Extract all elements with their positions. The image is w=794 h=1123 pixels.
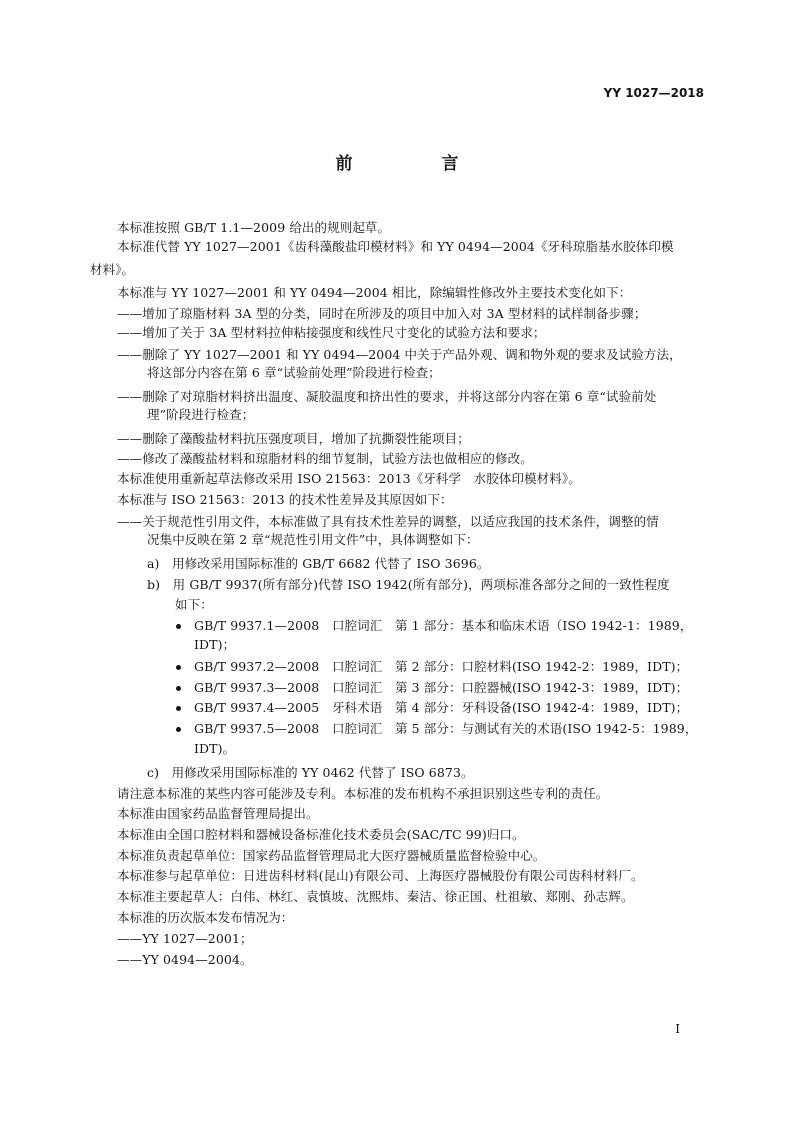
text-line: 本标准由国家药品监督管理局提出。 [117,806,319,821]
text-line: IDT)。 [194,741,236,756]
text-line: 本标准使用重新起草法修改采用 ISO 21563：2013《牙科学 水胶体印模材料》。 [117,471,581,486]
text-line: ——YY 1027—2001； [117,931,253,946]
bullet-icon [176,706,181,711]
text-line: GB/T 9937.1—2008 口腔词汇 第 1 部分：基本和临床术语（ISO 1942-1：1989， [194,618,693,633]
text-line: c) 用修改采用国际标准的 YY 0462 代替了 ISO 6873。 [147,765,474,780]
text-line: 本标准参与起草单位：日进齿科材料(昆山)有限公司、上海医疗器械股份有限公司齿科材料厂。 [117,868,644,883]
text-line: ——关于规范性引用文件，本标准做了具有技术性差异的调整，以适应我国的技术条件，调整的情 [117,514,659,529]
text-line: ——删除了 YY 1027—2001 和 YY 0494—2004 中关于产品外观、调和物外观的要求及试验方法， [117,347,682,362]
page-title: 前 言 [335,154,495,174]
text-line: 材料》。 [90,262,135,277]
page-number: I [675,1022,680,1036]
bullet-icon [176,624,181,629]
text-line: 请注意本标准的某些内容可能涉及专利。本标准的发布机构不承担识别这些专利的责任。 [117,786,609,801]
text-line: 本标准的历次版本发布情况为： [117,910,294,925]
text-line: 本标准按照 GB/T 1.1—2009 给出的规则起草。 [117,220,391,235]
text-line: 本标准主要起草人：白伟、林红、袁慎坡、沈熙炜、秦洁、徐正国、杜祖敏、郑刚、孙志辉。 [117,889,634,904]
text-line: GB/T 9937.3—2008 口腔词汇 第 3 部分：口腔器械(ISO 1942-3：1989，IDT)； [194,680,689,695]
text-line: a) 用修改采用国际标准的 GB/T 6682 代替了 ISO 3696。 [147,556,490,571]
text-line: 本标准由全国口腔材料和器械设备标准化技术委员会(SAC/TC 99)归口。 [117,827,525,842]
text-line: GB/T 9937.2—2008 口腔词汇 第 2 部分：口腔材料(ISO 1942-2：1989，IDT)； [194,659,689,674]
text-line: ——YY 0494—2004。 [117,952,253,967]
bullet-icon [176,686,181,691]
text-line: ——删除了藻酸盐材料抗压强度项目，增加了抗撕裂性能项目； [117,431,470,446]
text-line: ——增加了琼脂材料 3A 型的分类，同时在所涉及的项目中加入对 3A 型材料的试样制备步骤； [117,306,647,321]
text-line: 本标准代替 YY 1027—2001《齿科藻酸盐印模材料》和 YY 0494—2004《牙科琼脂基水胶体印模 [117,239,674,254]
document-id-header: YY 1027—2018 [603,86,704,100]
text-line: ——增加了关于 3A 型材料拉伸粘接强度和线性尺寸变化的试验方法和要求； [117,325,546,340]
text-line: 本标准与 YY 1027—2001 和 YY 0494—2004 相比，除编辑性修改外主要技术变化如下： [117,285,632,300]
text-line: b) 用 GB/T 9937(所有部分)代替 ISO 1942(所有部分)，两项标准各部分之间的一致性程度 [147,577,670,592]
text-line: IDT)； [194,637,236,652]
text-line: 如下： [175,597,213,612]
text-line: 况集中反映在第 2 章“规范性引用文件”中，具体调整如下： [147,532,479,547]
text-line: 本标准负责起草单位：国家药品监督管理局北大医疗器械质量监督检验中心。 [117,848,546,863]
text-line: GB/T 9937.4—2005 牙科术语 第 4 部分：牙科设备(ISO 1942-4：1989，IDT)； [194,700,689,715]
text-line: 本标准与 ISO 21563：2013 的技术性差异及其原因如下： [117,492,453,507]
bullet-icon [176,665,181,670]
text-line: 将这部分内容在第 6 章“试验前处理”阶段进行检查； [147,365,441,380]
bullet-icon [176,727,181,732]
text-line: GB/T 9937.5—2008 口腔词汇 第 5 部分：与测试有关的术语(ISO 1942-5：1989， [194,721,698,736]
text-line: 理”阶段进行检查； [147,407,255,422]
text-line: ——修改了藻酸盐材料和琼脂材料的细节复制，试验方法也做相应的修改。 [117,451,533,466]
text-line: ——删除了对琼脂材料挤出温度、凝胶温度和挤出性的要求，并将这部分内容在第 6 章“试验前处 [117,389,657,404]
